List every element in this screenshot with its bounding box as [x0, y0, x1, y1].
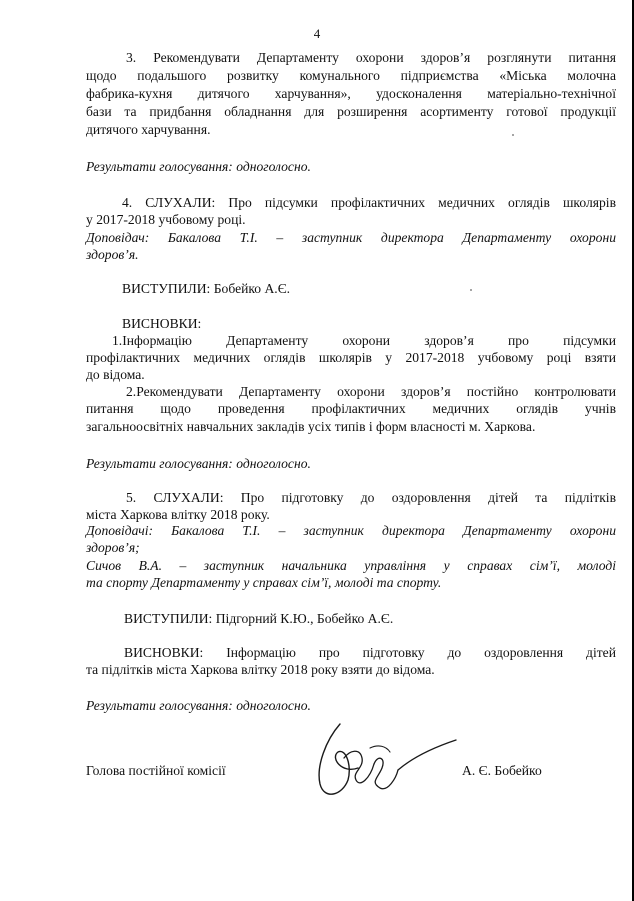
item5-conclusions: ВИСНОВКИ: Інформацію про підготовку до оздоровлення дітей	[124, 645, 616, 660]
vote-result: Результати голосування: одноголосно.	[86, 159, 311, 174]
item4-speaker: Доповідач: Бакалова Т.І. – заступник директора Департаменту охорони	[86, 230, 616, 245]
item5-heard: 5. СЛУХАЛИ: Про підготовку до оздоровлення дітей та підлітків	[126, 490, 616, 505]
item5-speaker: Сичов В.А. – заступник начальника управління у справах сім’ї, молоді	[86, 558, 616, 573]
item3-line: бази та придбання обладнання для розширення асортименту готової продукції	[86, 104, 616, 119]
item4-conclusion1: 1.Інформацію Департаменту охорони здоров’я про підсумки	[112, 333, 616, 348]
item4-conclusion2: питання щодо проведення профілактичних медичних оглядів учнів	[86, 401, 616, 416]
item5-spoke: ВИСТУПИЛИ: Підгорний К.Ю., Бобейко А.Є.	[124, 611, 394, 626]
item5-speaker: Доповідачі: Бакалова Т.І. – заступник директора Департаменту охорони	[86, 523, 616, 538]
item3-line: 3. Рекомендувати Департаменту охорони здоров’я розглянути питання	[126, 50, 616, 65]
item4-conclusion2: загальноосвітніх навчальних закладів усіх типів і форм власності м. Харкова.	[86, 419, 536, 434]
item3-line: фабрика-кухня дитячого харчування», удосконалення матеріально-технічної	[86, 86, 616, 101]
item4-conclusion1: профілактичних медичних оглядів школярів у 2017-2018 учбовому році взяти	[86, 350, 616, 365]
item5-speaker: здоров’я;	[86, 540, 140, 555]
signature-label: Голова постійної комісії	[86, 763, 226, 778]
item4-heard: у 2017-2018 учбовому році.	[86, 212, 246, 227]
vote-result: Результати голосування: одноголосно.	[86, 698, 311, 713]
vote-result: Результати голосування: одноголосно.	[86, 456, 311, 471]
item4-speaker: здоров’я.	[86, 247, 139, 262]
item4-conclusion1: до відома.	[86, 367, 145, 382]
item4-conclusion2: 2.Рекомендувати Департаменту охорони здоров’я постійно контролювати	[126, 384, 616, 399]
item3-line: щодо подальшого розвитку комунального підприємства «Міська молочна	[86, 68, 616, 83]
item5-heard: міста Харкова влітку 2018 року.	[86, 507, 270, 522]
item5-conclusions: та підлітків міста Харкова влітку 2018 року взяти до відома.	[86, 662, 435, 677]
page-number: 4	[313, 26, 321, 41]
item3-line: дитячого харчування.	[86, 122, 211, 137]
item4-heard: 4. СЛУХАЛИ: Про підсумки профілактичних медичних оглядів школярів	[122, 195, 616, 210]
item5-speaker: та спорту Департаменту у справах сім’ї, молоді та спорту.	[86, 575, 442, 590]
handwritten-signature-icon	[300, 718, 460, 808]
item4-spoke: ВИСТУПИЛИ: Бобейко А.Є.	[122, 281, 291, 296]
item4-conclusions-title: ВИСНОВКИ:	[122, 316, 202, 331]
signature-name: А. Є. Бобейко	[462, 763, 542, 778]
